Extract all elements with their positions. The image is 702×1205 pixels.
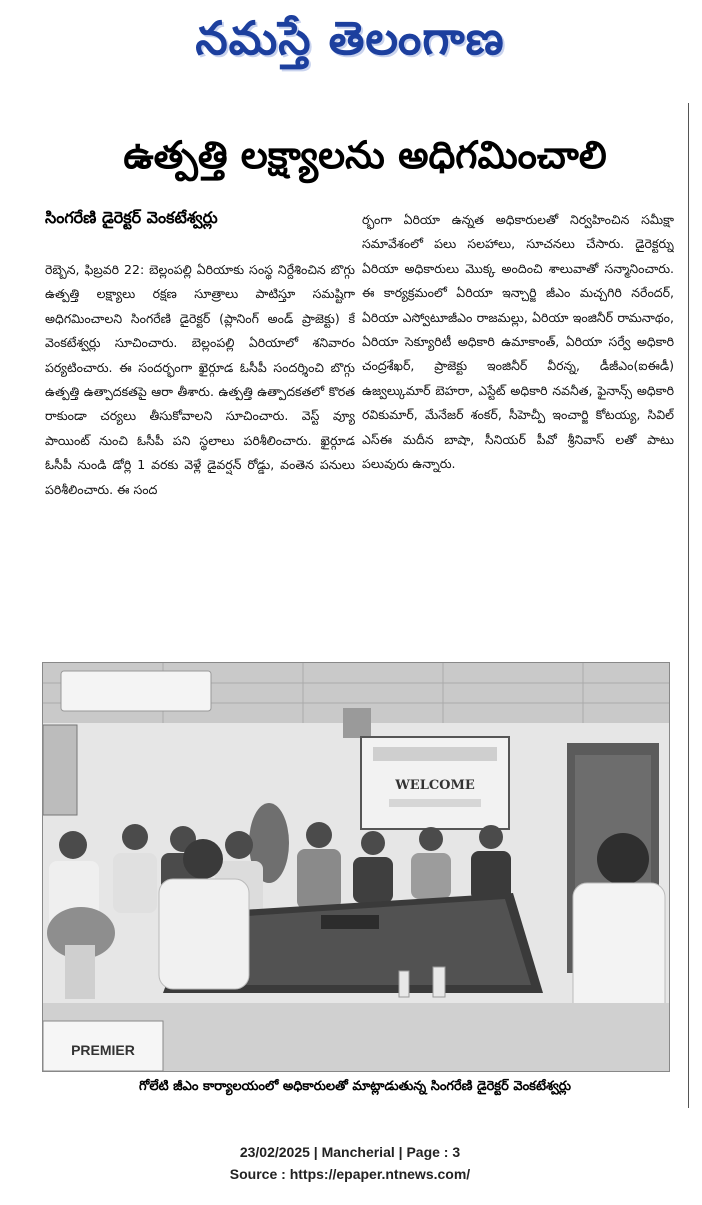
article-subhead: సింగరేణి డైరెక్టర్ వెంకటేశ్వర్లు <box>45 208 218 227</box>
meeting-photo-illustration <box>43 663 669 1071</box>
article-photo <box>42 662 670 1072</box>
page-footer <box>150 1141 550 1185</box>
article-column-left: రెబ్బెన, ఫిబ్రవరి 22: బెల్లంపల్లి ఏరియాకు సంస్థ నిర్దేశించిన బొగ్గు ఉత్పత్తి లక్ష్యాలు రక్షణ సూత్రాలు పాటిస్తూ సమష్టిగా అధిగమించాలని సింగరేణి డైరెక్టర్ (ప్లానింగ్ అండ్ ప్రాజెక్టు) కే వెంకటేశ్వర్లు సూచించారు. బెల్లంపల్లి ఏరియాలో శనివారం పర్యటించారు. ఈ సందర్భంగా ఖైర్గూడ ఓసీపీ సందర్శించి బొగ్గు ఉత్పత్తి ఉత్పాదకతపై ఆరా తీశారు. ఉత్పత్తి ఉత్పాదకతలో కొరత రాకుండా చర్యలు తీసుకోవాలని సూచించారు. వెస్ట్ వ్యూ పాయింట్ నుంచి ఓసీపీ పని స్థలాలు పరిశీలించారు. ఖైర్గూడ ఓసీపీ నుండి డోర్లి 1 వరకు వెళ్లే డైవర్షన్ రోడ్డు, వంతెన పనులు పరిశీలించారు. ఈ సంద <box>45 262 355 497</box>
masthead-logo: నమస్తే తెలంగాణ <box>195 11 505 65</box>
footer-edition-line: 23/02/2025 | Mancherial | Page : 3 <box>239 1144 461 1160</box>
article-column-right: ర్భంగా ఏరియా ఉన్నత అధికారులతో నిర్వహించిన సమీక్షా సమావేశంలో పలు సలహాలు, సూచనలు చేసారు. డైరెక్టర్ను ఏరియా అధికారులు మొక్క అందించి శాలువాతో సన్మానించారు. ఈ కార్యక్రమంలో ఏరియా ఇన్చార్జి జీఎం మచ్చగిరి నరేందర్, ఏరియా ఎస్వోటూజీఎం రాజమల్లు, ఏరియా ఇంజినీర్ రామనాథం, ఏరియా సెక్యూరిటీ అధికారి ఉమాకాంత్, ఏరియా సర్వే అధికారి చంద్రశేఖర్, ప్రాజెక్టు ఇంజినీర్ వీరన్న, డీజీఎం(ఐఈడీ) ఉజ్వల్కుమార్ బెహరా, ఎస్టేట్ అధికారి నవనీత, ఫైనాన్స్ అధికారి రవికుమార్, మేనేజర్ శంకర్, సీహెచ్పీ ఇంచార్జి కోటయ్య, సివిల్ ఎస్ఈ మదీన బాషా, సీనియర్ పీవో శ్రీనివాస్ లతో పాటు పలువురు ఉన్నారు. <box>362 212 674 472</box>
premier-signage-text: PREMIER <box>71 1042 135 1058</box>
photo-caption: గోలేటి జీఎం కార్యాలయంలో అధికారులతో మాట్లాడుతున్న సింగరేణి డైరెక్టర్ వెంకటేశ్వర్లు <box>139 1079 571 1094</box>
article-headline: ఉత్పత్తి లక్ష్యాలను అధిగమించాలి <box>123 133 607 177</box>
column-rule <box>688 103 689 1108</box>
footer-source-line: Source : https://epaper.ntnews.com/ <box>229 1166 471 1182</box>
screen-welcome-text: WELCOME <box>395 778 475 793</box>
